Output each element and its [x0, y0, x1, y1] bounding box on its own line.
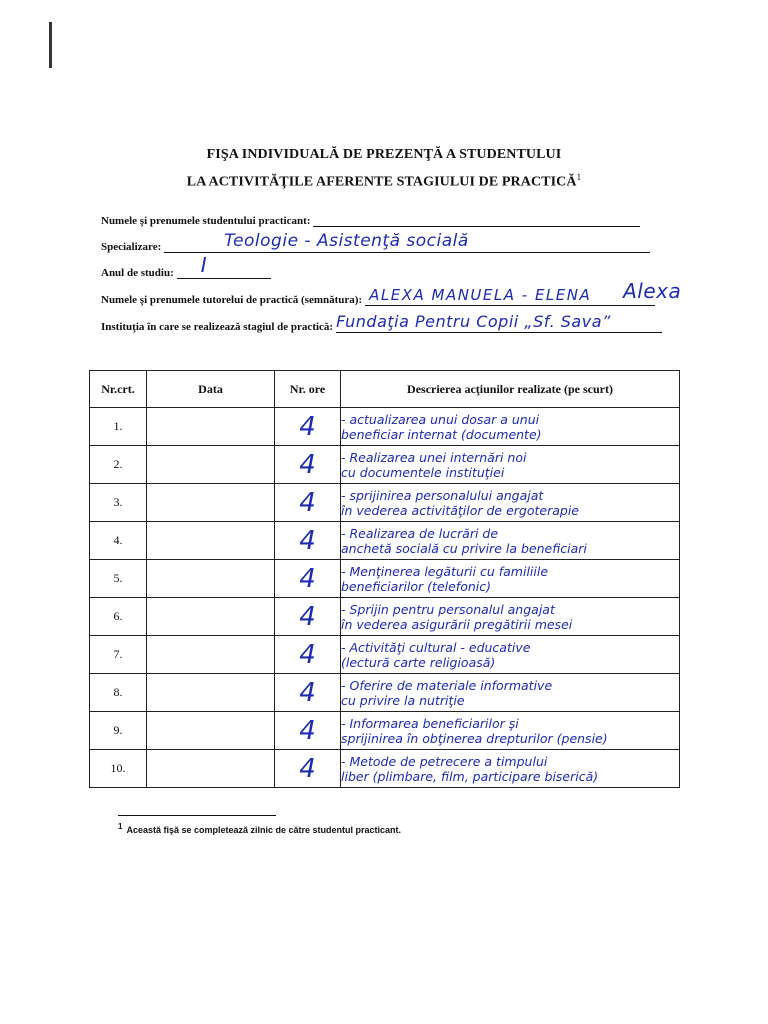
row-ore: 4 — [299, 449, 316, 480]
row-data-cell[interactable] — [147, 560, 275, 598]
row-data-cell[interactable] — [147, 750, 275, 788]
row-desc-line-2: cu privire la nutriţie — [341, 692, 465, 708]
row-ore-cell[interactable] — [275, 408, 341, 446]
row-desc-line-1: - Informarea beneficiarilor şi — [341, 715, 519, 731]
field-tutore-value: ALEXA MANUELA - ELENA — [369, 286, 592, 304]
row-desc-line-1: - actualizarea unui dosar a unui — [341, 411, 540, 427]
row-desc-line-1: - Realizarea de lucrări de — [341, 525, 499, 541]
row-data-cell[interactable] — [147, 484, 275, 522]
field-tutore-line[interactable] — [365, 279, 682, 306]
row-desc-cell[interactable] — [341, 712, 680, 750]
row-desc-cell[interactable] — [341, 484, 680, 522]
scan-margin-mark — [49, 22, 52, 68]
header-data: Data — [147, 371, 275, 408]
row-desc-cell[interactable] — [341, 750, 680, 788]
header-nr-crt: Nr.crt. — [90, 371, 147, 408]
row-desc-line-1: - Oferire de materiale informative — [341, 677, 553, 693]
row-ore-cell[interactable] — [275, 446, 341, 484]
row-data-cell[interactable] — [147, 408, 275, 446]
row-desc-cell[interactable] — [341, 560, 680, 598]
row-desc-line-1: - sprijinirea personalului angajat — [341, 487, 544, 503]
row-desc-line-1: - Activităţi cultural - educative — [341, 639, 531, 655]
row-ore: 4 — [299, 487, 316, 518]
footnote-text: Această fişă se completează zilnic de către studentul practicant. — [126, 825, 402, 835]
row-ore: 4 — [299, 677, 316, 708]
field-student — [101, 214, 640, 227]
row-ore-cell[interactable] — [275, 484, 341, 522]
row-data-cell[interactable] — [147, 674, 275, 712]
table-row — [90, 712, 680, 750]
row-ore-cell[interactable] — [275, 636, 341, 674]
field-institutia — [101, 312, 662, 333]
row-nr: 2. — [90, 446, 147, 484]
row-data-cell[interactable] — [147, 636, 275, 674]
row-ore-cell[interactable] — [275, 674, 341, 712]
row-desc-cell[interactable] — [341, 522, 680, 560]
footnote — [118, 822, 401, 835]
row-desc-cell[interactable] — [341, 674, 680, 712]
row-nr: 10. — [90, 750, 147, 788]
row-desc-line-2: anchetă socială cu privire la beneficiari — [341, 540, 587, 556]
table-row — [90, 484, 680, 522]
row-desc-line-2: beneficiarilor (telefonic) — [341, 578, 491, 594]
row-ore: 4 — [299, 753, 316, 784]
row-nr: 7. — [90, 636, 147, 674]
table-row — [90, 446, 680, 484]
title-footnote-ref: 1 — [576, 172, 582, 182]
field-institutia-value: Fundaţia Pentru Copii „Sf. Sava” — [336, 312, 611, 331]
row-ore: 4 — [299, 639, 316, 670]
row-desc-cell[interactable] — [341, 446, 680, 484]
row-ore-cell[interactable] — [275, 522, 341, 560]
row-desc-line-1: - Realizarea unei internări noi — [341, 449, 527, 465]
field-institutia-line[interactable] — [336, 312, 662, 333]
header-nr-ore: Nr. ore — [275, 371, 341, 408]
row-nr: 5. — [90, 560, 147, 598]
row-data-cell[interactable] — [147, 522, 275, 560]
title-line-1: FIŞA INDIVIDUALĂ DE PREZENŢĂ A STUDENTULUI — [206, 147, 562, 162]
field-anul-label: Anul de studiu: — [101, 267, 174, 279]
field-specializare-label: Specializare: — [101, 241, 162, 253]
row-ore: 4 — [299, 715, 316, 746]
field-specializare-line[interactable] — [164, 231, 650, 253]
field-tutore — [101, 279, 682, 306]
row-data-cell[interactable] — [147, 712, 275, 750]
table-row — [90, 598, 680, 636]
field-specializare — [101, 231, 650, 253]
row-ore: 4 — [299, 411, 316, 442]
row-nr: 1. — [90, 408, 147, 446]
row-desc-cell[interactable] — [341, 408, 680, 446]
row-nr: 9. — [90, 712, 147, 750]
header-descriere: Descrierea acţiunilor realizate (pe scurt) — [341, 371, 680, 408]
row-ore-cell[interactable] — [275, 560, 341, 598]
row-desc-line-1: - Sprijin pentru personalul angajat — [341, 601, 555, 617]
row-ore-cell[interactable] — [275, 598, 341, 636]
row-desc-line-2: liber (plimbare, film, participare biserică) — [341, 768, 599, 784]
row-desc-line-2: beneficiar internat (documente) — [341, 426, 542, 442]
row-desc-line-2: cu documentele instituţiei — [341, 464, 505, 480]
row-data-cell[interactable] — [147, 598, 275, 636]
row-nr: 8. — [90, 674, 147, 712]
field-student-label: Numele şi prenumele studentului practicant: — [101, 215, 311, 227]
row-desc-line-2: în vederea asigurării pregătirii mesei — [341, 616, 573, 632]
row-desc-line-2: sprijinirea în obţinerea drepturilor (pensie) — [341, 730, 608, 746]
field-student-line[interactable] — [313, 214, 640, 227]
row-desc-cell[interactable] — [341, 598, 680, 636]
table-row — [90, 674, 680, 712]
table-row — [90, 560, 680, 598]
table-row — [90, 408, 680, 446]
field-institutia-label: Instituţia în care se realizează stagiul de practică: — [101, 321, 334, 333]
row-ore: 4 — [299, 601, 316, 632]
title-line-2: LA ACTIVITĂŢILE AFERENTE STAGIULUI DE PRACTICĂ$^1$ — [186, 172, 582, 190]
table-header-row — [90, 371, 680, 408]
field-anul — [101, 253, 271, 279]
row-data-cell[interactable] — [147, 446, 275, 484]
field-anul-line[interactable] — [177, 253, 271, 279]
row-desc-line-1: - Metode de petrecere a timpului — [341, 753, 548, 769]
row-desc-line-2: (lectură carte religioasă) — [341, 654, 496, 670]
footnote-mark: 1 — [118, 822, 123, 831]
table-row — [90, 636, 680, 674]
row-desc-line-2: în vederea activităţilor de ergoterapie — [341, 502, 579, 518]
field-tutore-label: Numele şi prenumele tutorelui de practică (semnătura): — [101, 294, 363, 306]
tutor-signature: Alexa — [623, 279, 682, 303]
field-anul-value: I — [200, 253, 208, 277]
attendance-table — [89, 370, 680, 788]
row-desc-line-1: - Menţinerea legăturii cu familiile — [341, 563, 549, 579]
row-desc-cell[interactable] — [341, 636, 680, 674]
field-specializare-value: Teologie - Asistenţă socială — [224, 231, 469, 251]
row-ore-cell[interactable] — [275, 712, 341, 750]
row-ore-cell[interactable] — [275, 750, 341, 788]
row-nr: 4. — [90, 522, 147, 560]
table-row — [90, 522, 680, 560]
row-nr: 6. — [90, 598, 147, 636]
row-ore: 4 — [299, 563, 316, 594]
row-ore: 4 — [299, 525, 316, 556]
footnote-divider — [118, 815, 276, 816]
table-row — [90, 750, 680, 788]
row-nr: 3. — [90, 484, 147, 522]
